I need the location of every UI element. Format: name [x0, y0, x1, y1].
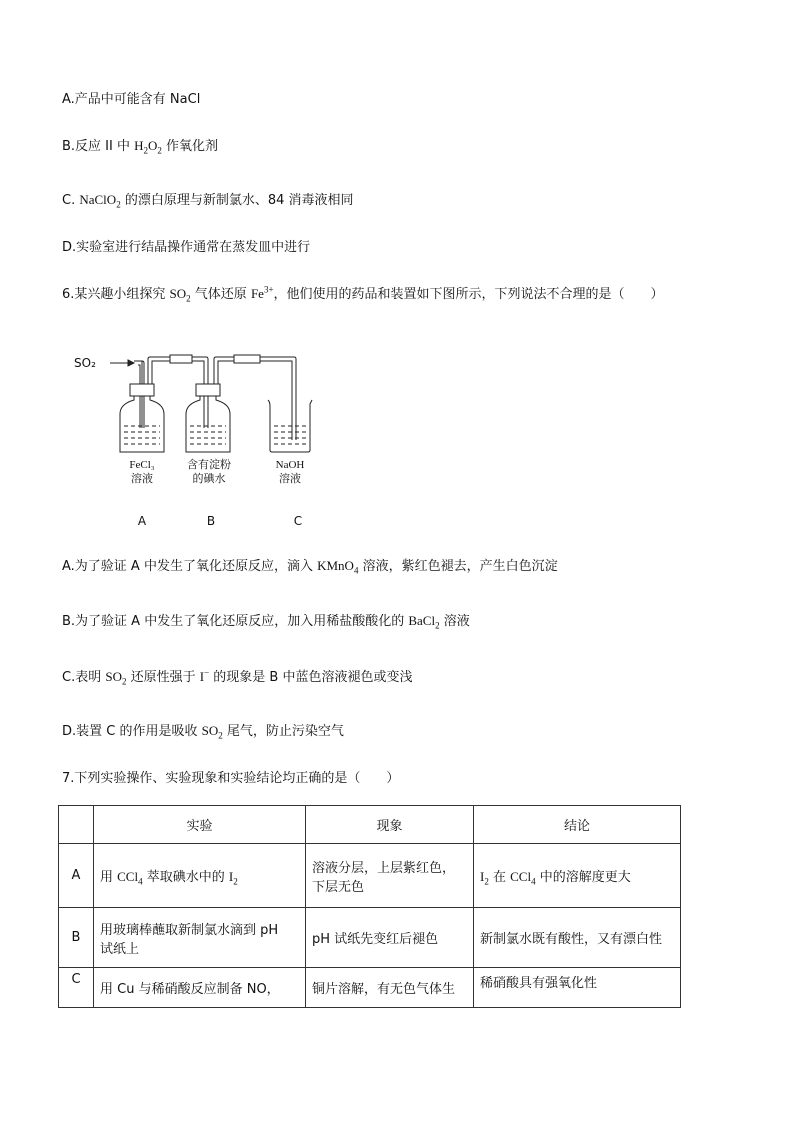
q5-option-c	[62, 191, 354, 210]
fe3-ion	[251, 286, 274, 301]
header-key	[59, 806, 94, 844]
q5-option-b	[62, 137, 218, 156]
row-a-concl-middle: 在	[488, 870, 511, 885]
row-a-phen-line1: 溶液分层，上层紫红色，	[312, 860, 456, 876]
i2-formula: $I_2$	[228, 869, 238, 887]
q6-stem-middle: 气体还原	[190, 287, 251, 302]
ccl4-formula: CCl$_4$	[117, 869, 143, 887]
letter-c: C	[293, 514, 303, 528]
iodide-ion: I−	[199, 667, 210, 684]
bottle-a-stopper	[130, 384, 154, 396]
q5-option-b-suffix: 作氧化剂	[161, 139, 219, 154]
bottle-b-label-line2: 的碘水	[192, 472, 226, 485]
table-header-row	[59, 806, 681, 844]
ccl4-formula-concl: CCl$_4$	[510, 869, 536, 887]
letter-b: B	[206, 514, 216, 528]
q6-option-d	[62, 722, 344, 741]
q5-option-c-prefix: C.	[62, 193, 80, 208]
q6-option-b-suffix: 溶液	[439, 614, 470, 629]
fe-charge: 3+	[263, 284, 274, 295]
bottle-b-label-line1: 含有淀粉	[187, 458, 231, 471]
q5-option-c-suffix: 的漂白原理与新制氯水、84 消毒液相同	[120, 193, 354, 208]
row-c-phenomenon: 铜片溶解，有无色气体生	[306, 968, 474, 1008]
rubber-joint-bc	[234, 355, 260, 363]
iodide-text: I	[199, 669, 205, 684]
naclo2-formula: NaClO$_2$	[79, 192, 121, 210]
bottle-b-stopper	[196, 384, 220, 396]
so2-d-text: SO	[201, 723, 219, 738]
beaker-c-label-line1: NaOH	[275, 459, 305, 471]
bottle-a-label-line1: FeCl₃	[129, 459, 155, 471]
i2-concl-text: I	[480, 869, 485, 884]
q6-option-b-prefix: B.为了验证 A 中发生了氧化还原反应，加入用稀盐酸酸化的	[62, 614, 409, 629]
row-b-exp-line2: 试纸上	[100, 941, 140, 957]
header-conclusion: 结论	[474, 806, 681, 844]
row-a-exp-prefix: 用	[100, 870, 118, 885]
apparatus-figure	[70, 340, 330, 540]
beaker-c-label-line2: 溶液	[279, 472, 301, 485]
table-row	[59, 844, 681, 908]
row-a-experiment	[94, 844, 306, 908]
inlet-arrow-head	[128, 360, 134, 366]
row-b-exp-line1: 用玻璃棒蘸取新制氯水滴到 pH	[100, 922, 279, 938]
q7-table	[58, 805, 681, 1008]
bottle-a-label-line2: 溶液	[131, 472, 153, 485]
h2o2-o: O	[148, 138, 158, 153]
bacl2-formula: BaCl$_2$	[408, 613, 440, 631]
so2-formula-d: $SO_2$	[201, 723, 223, 741]
q6-stem	[62, 285, 664, 304]
i2-text: I	[228, 869, 234, 884]
row-a-conclusion	[474, 844, 681, 908]
bottle-b-liquid	[190, 426, 226, 444]
so2-formula-c: $SO_2$	[105, 669, 127, 687]
kmno4-formula: KMnO$_4$	[317, 558, 359, 576]
q6-option-c-middle: 还原性强于	[126, 670, 200, 685]
naclo2-text: NaClO	[79, 192, 117, 207]
q5-option-d: D.实验室进行结晶操作通常在蒸发皿中进行	[62, 240, 311, 255]
row-b-experiment	[94, 908, 306, 968]
ccl4-text: CCl	[117, 869, 139, 884]
q5-option-b-prefix: B.反应 II 中	[62, 139, 135, 154]
q6-option-c	[62, 668, 412, 687]
row-a-phen-line2: 下层无色	[312, 879, 365, 895]
bottle-a-liquid	[124, 426, 160, 444]
inlet-label: SO₂	[74, 356, 96, 370]
rubber-joint-ab	[170, 355, 192, 363]
q6-option-a	[62, 557, 558, 576]
q6-option-c-suffix: 的现象是 B 中蓝色溶液褪色或变浅	[209, 670, 413, 685]
header-experiment: 实验	[94, 806, 306, 844]
h2o2-formula: $H_2O_2$	[134, 138, 162, 156]
so2-text: SO	[169, 286, 187, 301]
so2-c-text: SO	[105, 669, 122, 684]
so2-formula: $SO_2$	[169, 286, 191, 304]
q7-stem: 7.下列实验操作、实验现象和实验结论均正确的是（ ）	[62, 771, 400, 786]
q6-option-d-suffix: 尾气，防止污染空气	[222, 724, 344, 739]
beaker-c-liquid	[274, 426, 306, 444]
table-row	[59, 908, 681, 968]
row-c-conclusion: 稀硝酸具有强氧化性	[474, 968, 681, 1008]
q6-option-a-suffix: 溶液，紫红色褪去，产生白色沉淀	[358, 559, 558, 574]
h2o2-h: H	[134, 138, 144, 153]
q6-stem-prefix: 6.某兴趣小组探究	[62, 287, 170, 302]
row-c-experiment: 用 Cu 与稀硝酸反应制备 NO，	[94, 968, 306, 1008]
q6-option-c-prefix: C.表明	[62, 670, 106, 685]
row-a-phenomenon	[306, 844, 474, 908]
bottle-a-label	[114, 458, 170, 486]
fe-text: Fe	[250, 286, 264, 301]
row-b-conclusion: 新制氯水既有酸性，又有漂白性	[474, 908, 681, 968]
beaker-c-label	[262, 458, 318, 486]
row-a-exp-middle: 萃取碘水中的	[142, 870, 229, 885]
q6-option-a-prefix: A.为了验证 A 中发生了氧化还原反应，滴入	[62, 559, 318, 574]
q5-option-a: A.产品中可能含有 NaCl	[62, 92, 201, 107]
q6-stem-suffix: ，他们使用的药品和装置如下图所示，下列说法不合理的是（ ）	[273, 287, 664, 302]
i2-formula-concl: $I_2$	[480, 869, 489, 887]
row-c-key: C	[59, 968, 94, 1008]
table-row	[59, 968, 681, 1008]
row-b-phenomenon: pH 试纸先变红后褪色	[306, 908, 474, 968]
bottle-b-label	[174, 458, 244, 486]
header-phenomenon: 现象	[306, 806, 474, 844]
kmno4-text: KMnO	[317, 558, 354, 573]
q6-option-b	[62, 612, 470, 631]
letter-a: A	[137, 514, 147, 528]
row-b-key: B	[59, 908, 94, 968]
ccl4-concl-text: CCl	[510, 869, 532, 884]
tube-b-to-c-inner	[218, 361, 292, 440]
tube-b-to-c-outer	[214, 357, 296, 440]
row-a-concl-suffix: 中的溶解度更大	[535, 870, 631, 885]
row-a-key: A	[59, 844, 94, 908]
bacl2-text: BaCl	[408, 613, 436, 628]
q6-option-d-prefix: D.装置 C 的作用是吸收	[62, 724, 202, 739]
